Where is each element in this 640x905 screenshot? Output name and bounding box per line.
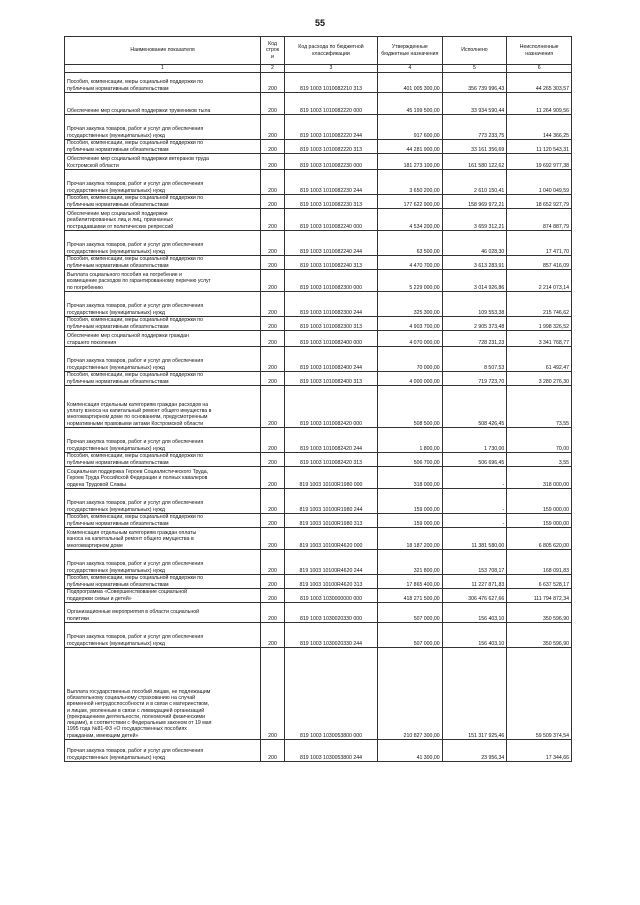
table-row <box>65 331 572 347</box>
row-approved-amount: 159 000,00 <box>378 489 443 514</box>
row-code: 200 <box>261 589 285 603</box>
row-code: 200 <box>261 575 285 589</box>
row-code: 200 <box>261 270 285 292</box>
row-approved-amount: 41 300,00 <box>378 740 443 762</box>
column-number: 6 <box>507 65 572 73</box>
row-executed-amount: 156 403,10 <box>442 623 507 648</box>
row-code: 200 <box>261 195 285 209</box>
row-executed-amount: 33 934 590,44 <box>442 93 507 115</box>
row-approved-amount: 3 650 200,00 <box>378 170 443 195</box>
row-name: Пособия, компенсации, меры социальной поддержки по публичным нормативным обязательствам <box>65 317 261 331</box>
row-unexecuted-amount: 350 596,90 <box>507 623 572 648</box>
row-kbk-code: 819 1003 1010082240 244 <box>285 231 378 256</box>
row-kbk-code: 819 1003 1010082400 313 <box>285 372 378 386</box>
row-executed-amount: 2 610 150,41 <box>442 170 507 195</box>
row-unexecuted-amount: 874 887,79 <box>507 209 572 231</box>
row-name: Пособия, компенсации, меры социальной поддержки по публичным нормативным обязательствам <box>65 140 261 154</box>
table-row <box>65 550 572 575</box>
row-approved-amount: 321 800,00 <box>378 550 443 575</box>
row-code: 200 <box>261 331 285 347</box>
row-code: 200 <box>261 170 285 195</box>
table-row <box>65 317 572 331</box>
row-kbk-code: 819 1003 1010082420 244 <box>285 428 378 453</box>
row-code: 200 <box>261 623 285 648</box>
row-kbk-code: 819 1003 1010082230 313 <box>285 195 378 209</box>
table-row <box>65 372 572 386</box>
table-row <box>65 386 572 428</box>
row-name: Прочая закупка товаров, работ и услуг для обеспечения государственных (муниципальных) нужд <box>65 623 261 648</box>
row-unexecuted-amount: 1 040 049,59 <box>507 170 572 195</box>
row-code: 200 <box>261 648 285 740</box>
row-name: Обеспечение мер социальной поддержки реабилитированных лиц и лиц, признанных пострадавшими от политических репрессий <box>65 209 261 231</box>
row-kbk-code: 819 1003 1030053800 244 <box>285 740 378 762</box>
row-approved-amount: 507 000,00 <box>378 603 443 623</box>
row-approved-amount: 507 000,00 <box>378 623 443 648</box>
row-code: 200 <box>261 428 285 453</box>
row-name: Компенсация отдельным категориям граждан оплаты взноса на капитальный ремонт общего имущества в многоквартирном доме <box>65 528 261 550</box>
table-row <box>65 73 572 93</box>
row-executed-amount: 1 730,00 <box>442 428 507 453</box>
header-unexecuted: Неисполненные назначения <box>507 37 572 65</box>
row-executed-amount: 109 553,38 <box>442 292 507 317</box>
row-approved-amount: 17 865 400,00 <box>378 575 443 589</box>
row-kbk-code: 819 1003 1010082300 000 <box>285 270 378 292</box>
column-number: 4 <box>378 65 443 73</box>
row-approved-amount: 70 000,00 <box>378 347 443 372</box>
row-executed-amount: 719 723,70 <box>442 372 507 386</box>
row-executed-amount: 8 507,53 <box>442 347 507 372</box>
header-name: Наименование показателя <box>65 37 261 65</box>
row-unexecuted-amount: 17 344,66 <box>507 740 572 762</box>
row-name: Прочая закупка товаров, работ и услуг для обеспечения государственных (муниципальных) нужд <box>65 428 261 453</box>
table-row <box>65 514 572 528</box>
row-kbk-code: 819 1003 10100R1980 000 <box>285 467 378 489</box>
row-approved-amount: 177 622 900,00 <box>378 195 443 209</box>
table-row <box>65 467 572 489</box>
table-row <box>65 292 572 317</box>
row-name: Пособия, компенсации, меры социальной поддержки по публичным нормативным обязательствам <box>65 372 261 386</box>
row-name: Обеспечение мер социальной поддержки граждан старшего поколения <box>65 331 261 347</box>
row-unexecuted-amount: 18 652 927,79 <box>507 195 572 209</box>
table-row <box>65 623 572 648</box>
row-kbk-code: 819 1003 10100R1980 313 <box>285 514 378 528</box>
row-executed-amount: 3 014 926,86 <box>442 270 507 292</box>
row-unexecuted-amount: 144 366,25 <box>507 115 572 140</box>
row-approved-amount: 506 700,00 <box>378 453 443 467</box>
row-unexecuted-amount: 19 692 977,38 <box>507 154 572 170</box>
row-unexecuted-amount: 857 416,09 <box>507 256 572 270</box>
row-approved-amount: 5 229 000,00 <box>378 270 443 292</box>
row-name: Пособия, компенсации, меры социальной поддержки по публичным нормативным обязательствам <box>65 73 261 93</box>
row-approved-amount: 18 187 200,00 <box>378 528 443 550</box>
row-executed-amount: 156 403,10 <box>442 603 507 623</box>
table-row <box>65 93 572 115</box>
row-kbk-code: 819 1003 10100R4620 000 <box>285 528 378 550</box>
row-approved-amount: 318 000,00 <box>378 467 443 489</box>
header-row <box>65 37 572 65</box>
row-unexecuted-amount: 215 746,62 <box>507 292 572 317</box>
table-row <box>65 256 572 270</box>
row-approved-amount: 44 281 900,00 <box>378 140 443 154</box>
column-number: 2 <box>261 65 285 73</box>
row-name: Прочая закупка товаров, работ и услуг для обеспечения государственных (муниципальных) нужд <box>65 292 261 317</box>
row-name: Прочая закупка товаров, работ и услуг для обеспечения государственных (муниципальных) нужд <box>65 740 261 762</box>
row-kbk-code: 819 1003 1010082420 313 <box>285 453 378 467</box>
row-kbk-code: 819 1003 1010082400 244 <box>285 347 378 372</box>
row-kbk-code: 819 1003 1030020330 000 <box>285 603 378 623</box>
row-code: 200 <box>261 603 285 623</box>
header-code: Код строк и <box>261 37 285 65</box>
table-row <box>65 140 572 154</box>
row-code: 200 <box>261 467 285 489</box>
row-approved-amount: 63 500,00 <box>378 231 443 256</box>
row-name: Обеспечение мер социальной поддержки тружеников тыла <box>65 93 261 115</box>
row-executed-amount: 3 613 283,91 <box>442 256 507 270</box>
row-kbk-code: 819 1003 1010082400 000 <box>285 331 378 347</box>
row-code: 200 <box>261 317 285 331</box>
row-approved-amount: 181 273 100,00 <box>378 154 443 170</box>
row-executed-amount: 3 659 312,21 <box>442 209 507 231</box>
row-approved-amount: 1 800,00 <box>378 428 443 453</box>
row-unexecuted-amount: 59 509 374,54 <box>507 648 572 740</box>
table-row <box>65 428 572 453</box>
row-unexecuted-amount: 44 265 303,57 <box>507 73 572 93</box>
header-kbk: Код расхода по бюджетной классификации <box>285 37 378 65</box>
row-unexecuted-amount: 73,55 <box>507 386 572 428</box>
row-approved-amount: 4 000 000,00 <box>378 372 443 386</box>
table-row <box>65 648 572 740</box>
row-name: Пособия, компенсации, меры социальной поддержки по публичным нормативным обязательствам <box>65 453 261 467</box>
row-approved-amount: 401 005 300,00 <box>378 73 443 93</box>
row-kbk-code: 819 1003 1010082230 244 <box>285 170 378 195</box>
row-executed-amount: 306 476 627,66 <box>442 589 507 603</box>
row-kbk-code: 819 1003 10100R4620 313 <box>285 575 378 589</box>
table-row <box>65 270 572 292</box>
row-kbk-code: 819 1003 1010082300 244 <box>285 292 378 317</box>
row-unexecuted-amount: 6 637 528,17 <box>507 575 572 589</box>
row-code: 200 <box>261 489 285 514</box>
row-unexecuted-amount: 318 000,00 <box>507 467 572 489</box>
table-row <box>65 740 572 762</box>
row-unexecuted-amount: 350 596,90 <box>507 603 572 623</box>
row-name: Пособия, компенсации, меры социальной поддержки по публичным нормативным обязательствам <box>65 575 261 589</box>
column-number-row <box>65 65 572 73</box>
row-unexecuted-amount: 11 120 543,31 <box>507 140 572 154</box>
row-kbk-code: 819 1003 10100R4620 244 <box>285 550 378 575</box>
row-unexecuted-amount: 3 280 276,30 <box>507 372 572 386</box>
row-name: Выплата государственных пособий лицам, не подлежащим обязательному социальному страхованию на случай временной нетрудоспособности и в связи с материнством, и лицам, уволенным в связи с ликвидацией организаций (прекращением деятельности, полномочий физическими лицами), в соответствии с Федеральным законом от 19 мая 1995 года №81-ФЗ «О государственных пособиях гражданам, имеющим детей» <box>65 648 261 740</box>
column-number: 5 <box>442 65 507 73</box>
row-kbk-code: 819 1003 1010082210 313 <box>285 73 378 93</box>
row-kbk-code: 819 1003 1030053800 000 <box>285 648 378 740</box>
row-executed-amount: 356 739 996,43 <box>442 73 507 93</box>
row-executed-amount: 46 028,30 <box>442 231 507 256</box>
row-unexecuted-amount: 111 794 872,34 <box>507 589 572 603</box>
row-kbk-code: 819 1003 1010082420 000 <box>285 386 378 428</box>
row-approved-amount: 508 500,00 <box>378 386 443 428</box>
row-unexecuted-amount: 17 471,70 <box>507 231 572 256</box>
row-code: 200 <box>261 231 285 256</box>
row-executed-amount: - <box>442 489 507 514</box>
row-name: Прочая закупка товаров, работ и услуг для обеспечения государственных (муниципальных) нужд <box>65 170 261 195</box>
row-name: Прочая закупка товаров, работ и услуг для обеспечения государственных (муниципальных) нужд <box>65 347 261 372</box>
row-executed-amount: 151 317 925,46 <box>442 648 507 740</box>
row-executed-amount: 33 161 356,69 <box>442 140 507 154</box>
row-code: 200 <box>261 256 285 270</box>
row-approved-amount: 4 903 700,00 <box>378 317 443 331</box>
table-row <box>65 489 572 514</box>
table-row <box>65 209 572 231</box>
row-name: Прочая закупка товаров, работ и услуг для обеспечения государственных (муниципальных) нужд <box>65 550 261 575</box>
row-approved-amount: 325 300,00 <box>378 292 443 317</box>
row-kbk-code: 819 1003 1010082220 244 <box>285 115 378 140</box>
row-unexecuted-amount: 159 000,00 <box>507 489 572 514</box>
page-number: 55 <box>314 18 325 28</box>
row-code: 200 <box>261 528 285 550</box>
row-executed-amount: 506 696,45 <box>442 453 507 467</box>
table-row <box>65 589 572 603</box>
row-code: 200 <box>261 514 285 528</box>
row-executed-amount: 773 233,75 <box>442 115 507 140</box>
row-name: Прочая закупка товаров, работ и услуг для обеспечения государственных (муниципальных) нужд <box>65 231 261 256</box>
row-kbk-code: 819 1003 1010082220 313 <box>285 140 378 154</box>
row-name: Пособия, компенсации, меры социальной поддержки по публичным нормативным обязательствам <box>65 514 261 528</box>
row-kbk-code: 819 1003 1010082230 000 <box>285 154 378 170</box>
row-executed-amount: 23 956,34 <box>442 740 507 762</box>
row-code: 200 <box>261 115 285 140</box>
row-code: 200 <box>261 93 285 115</box>
row-code: 200 <box>261 292 285 317</box>
row-code: 200 <box>261 372 285 386</box>
row-kbk-code: 819 1003 1010082240 313 <box>285 256 378 270</box>
row-code: 200 <box>261 73 285 93</box>
table-row <box>65 231 572 256</box>
row-approved-amount: 159 000,00 <box>378 514 443 528</box>
row-unexecuted-amount: 61 492,47 <box>507 347 572 372</box>
row-name: Социальная поддержка Героев Социалистического Труда, Героев Труда Российской Федерации и полных кавалеров ордена Трудовой Славы <box>65 467 261 489</box>
row-name: Подпрограмма «Совершенствование социальной поддержки семьи и детей» <box>65 589 261 603</box>
row-code: 200 <box>261 209 285 231</box>
table-row <box>65 575 572 589</box>
row-executed-amount: 158 969 972,21 <box>442 195 507 209</box>
row-approved-amount: 210 827 300,00 <box>378 648 443 740</box>
row-code: 200 <box>261 453 285 467</box>
row-unexecuted-amount: 3,55 <box>507 453 572 467</box>
row-kbk-code: 819 1003 1030020330 244 <box>285 623 378 648</box>
table-row <box>65 603 572 623</box>
row-approved-amount: 418 271 500,00 <box>378 589 443 603</box>
row-kbk-code: 819 1003 10100R1980 244 <box>285 489 378 514</box>
row-code: 200 <box>261 140 285 154</box>
budget-table <box>64 36 572 762</box>
row-unexecuted-amount: 6 805 620,00 <box>507 528 572 550</box>
row-executed-amount: 2 905 373,48 <box>442 317 507 331</box>
row-name: Прочая закупка товаров, работ и услуг для обеспечения государственных (муниципальных) нужд <box>65 489 261 514</box>
row-kbk-code: 819 1003 1030000000 000 <box>285 589 378 603</box>
table-row <box>65 347 572 372</box>
row-name: Обеспечение мер социальной поддержки ветеранов труда Костромской области <box>65 154 261 170</box>
column-number: 1 <box>65 65 261 73</box>
row-executed-amount: 508 426,45 <box>442 386 507 428</box>
table-row <box>65 154 572 170</box>
table-row <box>65 453 572 467</box>
row-approved-amount: 4 534 200,00 <box>378 209 443 231</box>
row-approved-amount: 4 470 700,00 <box>378 256 443 270</box>
header-approved: Утвержденные бюджетные назначения <box>378 37 443 65</box>
header-executed: Исполнено <box>442 37 507 65</box>
row-executed-amount: 11 381 580,00 <box>442 528 507 550</box>
row-executed-amount: - <box>442 514 507 528</box>
row-code: 200 <box>261 347 285 372</box>
row-unexecuted-amount: 70,00 <box>507 428 572 453</box>
row-approved-amount: 917 600,00 <box>378 115 443 140</box>
table-body <box>65 73 572 762</box>
row-code: 200 <box>261 550 285 575</box>
row-name: Пособия, компенсации, меры социальной поддержки по публичным нормативным обязательствам <box>65 256 261 270</box>
table-row <box>65 195 572 209</box>
row-executed-amount: - <box>442 467 507 489</box>
row-unexecuted-amount: 11 264 909,56 <box>507 93 572 115</box>
row-code: 200 <box>261 740 285 762</box>
row-unexecuted-amount: 2 214 073,14 <box>507 270 572 292</box>
row-approved-amount: 45 199 500,00 <box>378 93 443 115</box>
row-unexecuted-amount: 168 091,83 <box>507 550 572 575</box>
column-number: 3 <box>285 65 378 73</box>
row-unexecuted-amount: 1 998 326,52 <box>507 317 572 331</box>
row-unexecuted-amount: 159 000,00 <box>507 514 572 528</box>
row-executed-amount: 728 231,23 <box>442 331 507 347</box>
row-executed-amount: 161 580 122,62 <box>442 154 507 170</box>
row-unexecuted-amount: 3 341 768,77 <box>507 331 572 347</box>
row-name: Организационные мероприятия в области социальной политики <box>65 603 261 623</box>
row-approved-amount: 4 070 000,00 <box>378 331 443 347</box>
row-executed-amount: 153 708,17 <box>442 550 507 575</box>
row-name: Выплата социального пособия на погребение и возмещение расходов по гарантированному перечню услуг по погребению <box>65 270 261 292</box>
row-kbk-code: 819 1003 1010082300 313 <box>285 317 378 331</box>
row-code: 200 <box>261 154 285 170</box>
row-kbk-code: 819 1003 1010082220 000 <box>285 93 378 115</box>
row-name: Пособия, компенсации, меры социальной поддержки по публичным нормативным обязательствам <box>65 195 261 209</box>
row-executed-amount: 11 227 871,83 <box>442 575 507 589</box>
row-kbk-code: 819 1003 1010082240 000 <box>285 209 378 231</box>
row-code: 200 <box>261 386 285 428</box>
table-row <box>65 115 572 140</box>
table-row <box>65 170 572 195</box>
row-name: Компенсация отдельным категориям граждан расходов на уплату взноса на капитальный ремонт общего имущества в многоквартирном доме по основаниям, предусмотренным нормативными правовыми актами Костромской области <box>65 386 261 428</box>
table-row <box>65 528 572 550</box>
row-name: Прочая закупка товаров, работ и услуг для обеспечения государственных (муниципальных) нужд <box>65 115 261 140</box>
